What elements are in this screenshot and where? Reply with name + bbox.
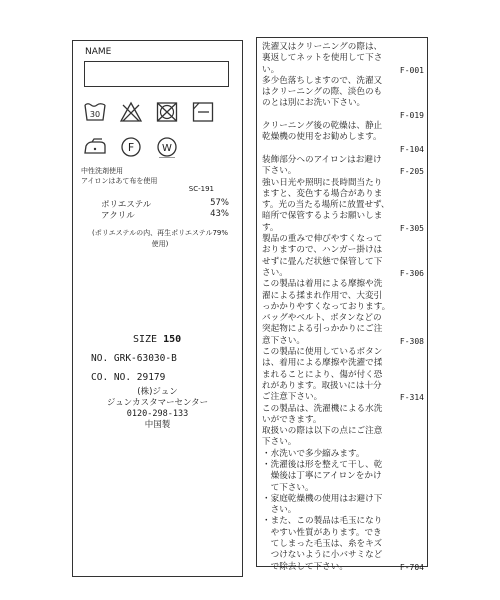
instruction-line xyxy=(262,358,424,369)
fiber-name: アクリル xyxy=(101,211,135,221)
instruction-line xyxy=(262,65,424,76)
wash-note-detergent: 中性洗剤使用 xyxy=(81,167,123,175)
instruction-text: この製品に使用しているボタン xyxy=(262,347,383,358)
instruction-text: 裏返してネットを使用して下さ xyxy=(262,53,383,64)
instruction-line xyxy=(262,166,424,177)
iron-low-icon xyxy=(83,136,107,158)
color-number: CO. NO. 29179 xyxy=(91,372,166,383)
product-number: NO. GRK-63030-B xyxy=(91,353,177,364)
instruction-line xyxy=(262,505,424,516)
instruction-text: おりますので、ハンガー掛けは xyxy=(262,245,383,256)
instruction-text: れがあります。取扱いには十分 xyxy=(262,380,382,391)
instruction-text: 下さい。 xyxy=(262,166,297,177)
instruction-line xyxy=(262,302,424,313)
right-care-instructions-label xyxy=(256,37,428,572)
instruction-line xyxy=(262,87,424,98)
instruction-line xyxy=(262,494,424,505)
phone-number: 0120-298-133 xyxy=(126,409,189,419)
fiber-row xyxy=(101,209,229,221)
instruction-code: F-001 xyxy=(399,65,424,75)
instruction-line xyxy=(262,437,424,448)
instruction-line xyxy=(262,200,424,211)
instruction-line xyxy=(262,562,424,573)
recycle-note-line-2: 使用) xyxy=(151,240,169,248)
instruction-line xyxy=(262,483,424,494)
wash-temp-text: 30 xyxy=(89,110,101,119)
care-symbols-row-1 xyxy=(83,101,215,123)
size-label: SIZE xyxy=(133,334,158,345)
no-tumble-dry-icon xyxy=(155,101,179,123)
instruction-code: F-104 xyxy=(399,144,424,154)
instruction-text: 突起物による引っかかりにご注 xyxy=(262,324,383,335)
wet-clean-w-icon xyxy=(155,136,179,158)
recycled-polyester-note xyxy=(81,228,239,250)
instruction-text: さい。 xyxy=(262,505,297,516)
fiber-name: ポリエステル xyxy=(101,200,152,210)
instruction-line xyxy=(262,279,424,290)
fiber-percent: 57% xyxy=(210,198,229,208)
sc-code: SC-191 xyxy=(188,185,214,193)
instruction-text: 多少色落ちしますので、洗濯又 xyxy=(262,75,383,86)
instruction-code: F-019 xyxy=(399,110,424,120)
instruction-line xyxy=(262,76,424,87)
instruction-line xyxy=(262,426,424,437)
size-value: 150 xyxy=(163,334,182,345)
instruction-line xyxy=(262,257,424,268)
dry-clean-letter: F xyxy=(127,141,135,154)
instruction-text: さい。 xyxy=(262,267,288,278)
instruction-line xyxy=(262,121,424,132)
instruction-text: 下さい。 xyxy=(262,437,297,448)
instruction-code: F-308 xyxy=(399,336,424,346)
instruction-line xyxy=(262,144,424,155)
instruction-line xyxy=(262,370,424,381)
instruction-line xyxy=(262,234,424,245)
instruction-text: 製品の重みで伸びやすくなって xyxy=(262,234,383,245)
instruction-text: 強い日光や照明に長時間当たり xyxy=(262,177,383,188)
recycle-note-line-1: (ポリエステルの内、再生ポリエステル79% xyxy=(91,229,229,237)
instruction-line xyxy=(262,550,424,561)
instruction-code: F-314 xyxy=(399,393,424,403)
instruction-text: やすい性質があります。でき xyxy=(262,527,382,538)
name-title: NAME xyxy=(85,47,112,57)
instruction-text: クリーニング後の乾燥は、静止 xyxy=(262,121,383,132)
instruction-text: 取扱いの際は以下の点にご注意 xyxy=(262,426,383,437)
instruction-text: は、着用による摩擦や洗濯で揉 xyxy=(262,358,383,369)
instruction-text: バッグやベルト、ボタンなどの xyxy=(262,313,382,324)
dry-clean-f-icon xyxy=(119,136,143,158)
instruction-line xyxy=(262,449,424,460)
customer-center: ジュンカスタマーセンター xyxy=(106,398,209,408)
instruction-line xyxy=(262,324,424,335)
instruction-text: てしまった毛玉は、糸をキズ xyxy=(262,539,383,550)
instruction-text: せずに畳んだ状態で保管して下 xyxy=(262,256,383,267)
instruction-code: F-205 xyxy=(399,167,424,177)
instruction-line xyxy=(262,178,424,189)
instruction-text: 濯による揉まれ作用で、大変引 xyxy=(262,290,383,301)
instruction-text: す。光の当たる場所に放置せず、 xyxy=(262,200,390,211)
size-line xyxy=(133,334,181,345)
instruction-line xyxy=(262,313,424,324)
wash-30-icon xyxy=(83,101,107,123)
instruction-line xyxy=(262,336,424,347)
instruction-line xyxy=(262,392,424,403)
instruction-line xyxy=(262,245,424,256)
instruction-line xyxy=(262,223,424,234)
name-field-box xyxy=(84,61,229,87)
instruction-line xyxy=(262,347,424,358)
instruction-text: まれることにより、傷が付く恐 xyxy=(262,369,383,380)
instruction-line xyxy=(262,381,424,392)
care-symbols-row-2 xyxy=(83,136,179,158)
instruction-text: 暗所で保管するようお願いしま xyxy=(262,211,383,222)
instruction-line xyxy=(262,110,424,121)
instruction-text: この製品は着用による摩擦や洗 xyxy=(262,279,383,290)
instruction-line xyxy=(262,291,424,302)
instruction-text: 乾燥機の使用をお勧めします。 xyxy=(262,132,382,143)
instruction-line xyxy=(262,98,424,109)
country-of-origin: 中国製 xyxy=(144,420,171,430)
instruction-line xyxy=(262,404,424,415)
instruction-text: 洗濯又はクリーニングの際は、 xyxy=(262,42,383,52)
instruction-text: つけないように小バサミなど xyxy=(262,550,383,561)
instruction-line xyxy=(262,539,424,550)
instruction-text: ・水洗いで多少縮みます。 xyxy=(262,448,365,459)
instruction-text: ・また、この製品は毛玉になり xyxy=(262,516,383,527)
instruction-text: のとは別にお洗い下さい。 xyxy=(262,98,366,109)
no-bleach-icon xyxy=(119,101,143,123)
instruction-line xyxy=(262,516,424,527)
instruction-text: 意下さい。 xyxy=(262,335,305,346)
instruction-line xyxy=(262,53,424,64)
instruction-code: F-305 xyxy=(399,223,424,233)
instruction-text: で除去して下さい。 xyxy=(262,561,348,572)
instruction-line xyxy=(262,268,424,279)
instruction-line xyxy=(262,528,424,539)
company-name: (株)ジュン xyxy=(137,387,178,397)
instruction-line xyxy=(262,132,424,143)
care-instructions-text xyxy=(262,42,424,573)
instruction-line xyxy=(262,415,424,426)
instruction-text: いができます。 xyxy=(262,414,322,425)
instruction-text: この製品は、洗濯機による水洗 xyxy=(262,403,383,414)
instruction-line xyxy=(262,460,424,471)
instruction-text: ご注意下さい。 xyxy=(262,392,323,403)
instruction-text: ますと、変色する場合がありま xyxy=(262,188,383,199)
instruction-line xyxy=(262,42,424,53)
instruction-line xyxy=(262,471,424,482)
instruction-code: F-704 xyxy=(399,562,424,572)
left-care-label xyxy=(72,40,243,577)
shade-dry-icon xyxy=(191,101,215,123)
wet-clean-letter: W xyxy=(162,143,172,154)
instruction-text: ・家庭乾燥機の使用はお避け下 xyxy=(262,493,383,504)
instruction-text: ・洗濯後は形を整えて干し、乾 xyxy=(262,459,383,470)
instruction-code: F-306 xyxy=(399,268,424,278)
instruction-text: て下さい。 xyxy=(262,482,314,493)
instruction-line xyxy=(262,155,424,166)
wash-note-iron: アイロンはあて布を使用 xyxy=(81,176,158,185)
instruction-text: 装飾部分へのアイロンはお避け xyxy=(262,154,382,165)
instruction-line xyxy=(262,211,424,222)
instruction-text: す。 xyxy=(262,222,279,233)
instruction-text: っかかりやすくなっております。 xyxy=(262,301,391,312)
instruction-line xyxy=(262,189,424,200)
instruction-text: はクリーニングの際、淡色のも xyxy=(262,87,383,98)
fiber-percent: 43% xyxy=(210,209,229,219)
instruction-text: い。 xyxy=(262,64,280,75)
instruction-text: 燥後は丁寧にアイロンをかけ xyxy=(262,471,382,482)
wash-note xyxy=(81,167,157,186)
